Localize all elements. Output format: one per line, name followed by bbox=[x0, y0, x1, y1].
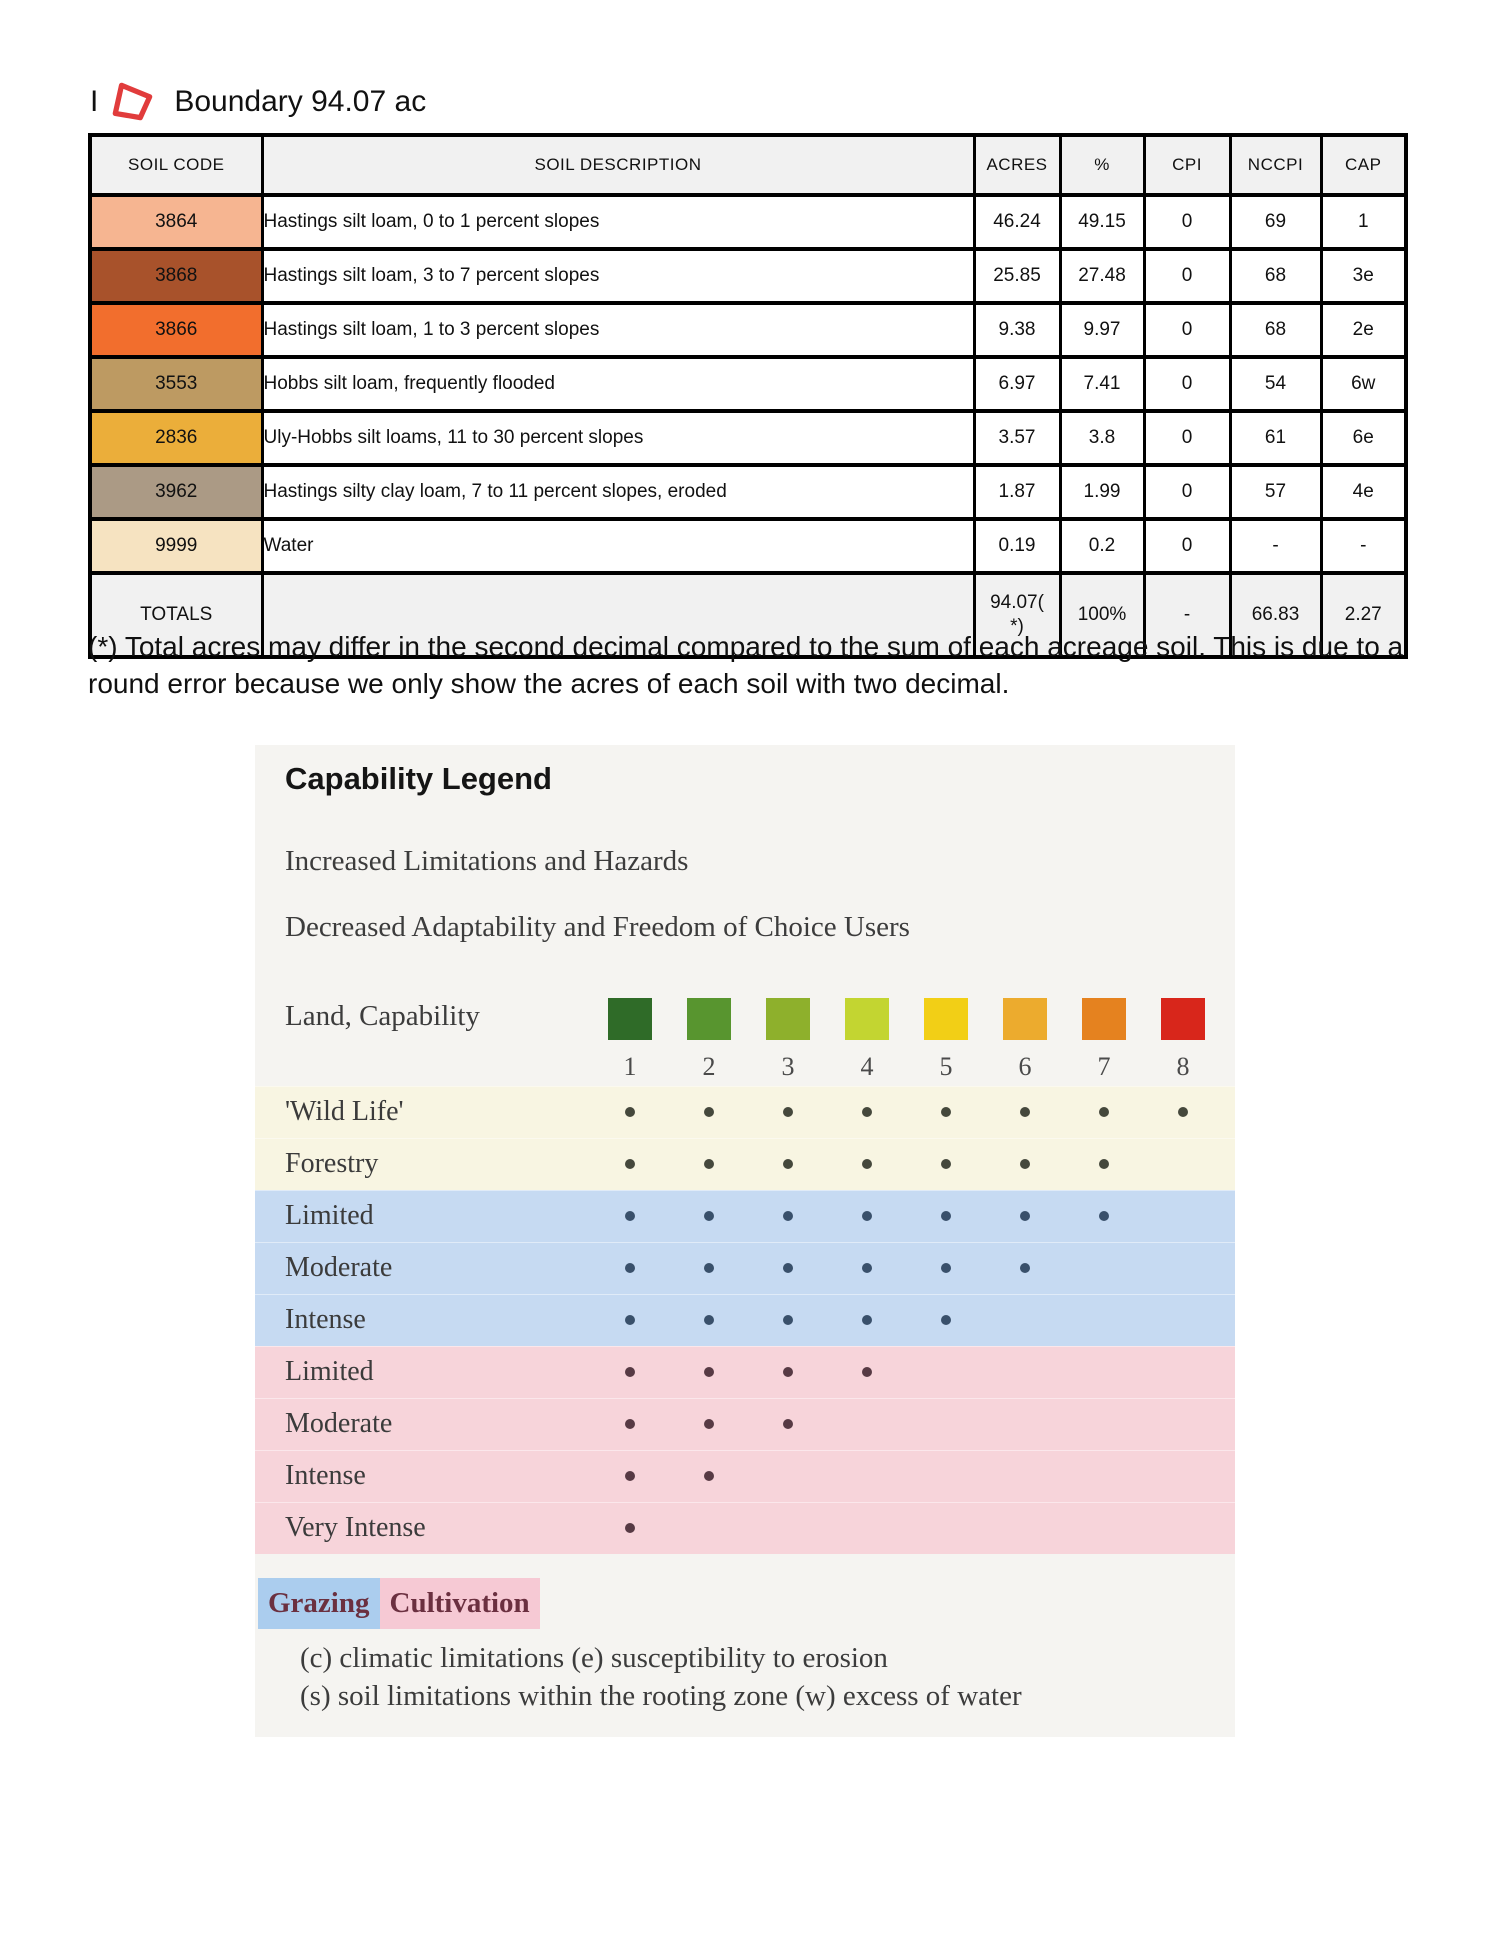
table-row bbox=[90, 195, 1406, 249]
boundary-title: Boundary 94.07 ac bbox=[174, 85, 427, 118]
capability-dot bbox=[783, 1211, 793, 1221]
soil-description-cell: Uly-Hobbs silt loams, 11 to 30 percent slopes bbox=[262, 411, 974, 465]
col-header-soil-description: SOIL DESCRIPTION bbox=[262, 135, 974, 195]
legend-scale-label: Land, Capability bbox=[285, 1000, 480, 1032]
legend-row-forestry bbox=[255, 1138, 1235, 1190]
capability-dot bbox=[704, 1419, 714, 1429]
legend-row-label: 'Wild Life' bbox=[285, 1096, 404, 1127]
swatch-color-3 bbox=[766, 998, 810, 1040]
legend-row-label: Forestry bbox=[285, 1148, 379, 1179]
table-row bbox=[90, 249, 1406, 303]
swatch-number-1: 1 bbox=[623, 1052, 637, 1081]
swatch-number-4: 4 bbox=[860, 1052, 874, 1081]
capability-dot bbox=[704, 1471, 714, 1481]
soil-code-cell: 3868 bbox=[90, 249, 262, 303]
capability-swatch-1 bbox=[608, 998, 652, 1082]
soil-description-cell: Hobbs silt loam, frequently flooded bbox=[262, 357, 974, 411]
capability-dot bbox=[783, 1419, 793, 1429]
percent-cell: 9.97 bbox=[1060, 303, 1144, 357]
nccpi-cell: - bbox=[1230, 519, 1321, 573]
soil-description-cell: Hastings silty clay loam, 7 to 11 percent slopes, eroded bbox=[262, 465, 974, 519]
soil-description-cell: Hastings silt loam, 1 to 3 percent slopes bbox=[262, 303, 974, 357]
legend-row-cultivation-very-intense bbox=[255, 1502, 1235, 1554]
capability-dot bbox=[1099, 1211, 1109, 1221]
cpi-cell: 0 bbox=[1144, 195, 1230, 249]
capability-dot bbox=[625, 1471, 635, 1481]
legend-footer-tags bbox=[258, 1578, 540, 1629]
capability-dot bbox=[862, 1159, 872, 1169]
legend-row-cultivation-moderate bbox=[255, 1398, 1235, 1450]
totals-label: TOTALS bbox=[90, 573, 262, 657]
cpi-cell: 0 bbox=[1144, 465, 1230, 519]
nccpi-cell: 68 bbox=[1230, 303, 1321, 357]
capability-swatch-3 bbox=[766, 998, 810, 1082]
capability-dot bbox=[704, 1211, 714, 1221]
swatch-color-1 bbox=[608, 998, 652, 1040]
cpi-cell: 0 bbox=[1144, 411, 1230, 465]
acres-cell: 6.97 bbox=[974, 357, 1060, 411]
capability-swatch-5 bbox=[924, 998, 968, 1082]
legend-row-label: Very Intense bbox=[285, 1512, 426, 1543]
capability-dot bbox=[1020, 1263, 1030, 1273]
soil-table-header-row bbox=[90, 135, 1406, 195]
capability-dot bbox=[1178, 1107, 1188, 1117]
capability-dot bbox=[941, 1315, 951, 1325]
capability-dot bbox=[941, 1211, 951, 1221]
capability-dot bbox=[625, 1107, 635, 1117]
totals-cap-cell: 2.27 bbox=[1321, 573, 1406, 657]
soil-description-cell: Water bbox=[262, 519, 974, 573]
totals-percent-cell: 100% bbox=[1060, 573, 1144, 657]
swatch-number-6: 6 bbox=[1018, 1052, 1032, 1081]
legend-row-label: Limited bbox=[285, 1356, 374, 1387]
capability-dot bbox=[783, 1315, 793, 1325]
grazing-tag: Grazing bbox=[258, 1578, 380, 1629]
legend-row-grazing-intense bbox=[255, 1294, 1235, 1346]
capability-dot bbox=[625, 1159, 635, 1169]
boundary-polygon-icon bbox=[108, 80, 158, 124]
acres-cell: 9.38 bbox=[974, 303, 1060, 357]
table-row bbox=[90, 519, 1406, 573]
swatch-number-5: 5 bbox=[939, 1052, 953, 1081]
percent-cell: 7.41 bbox=[1060, 357, 1144, 411]
table-row bbox=[90, 303, 1406, 357]
swatch-number-7: 7 bbox=[1097, 1052, 1111, 1081]
capability-dot bbox=[783, 1263, 793, 1273]
percent-cell: 3.8 bbox=[1060, 411, 1144, 465]
capability-swatch-8 bbox=[1161, 998, 1205, 1082]
swatch-color-4 bbox=[845, 998, 889, 1040]
cpi-cell: 0 bbox=[1144, 357, 1230, 411]
capability-dot bbox=[783, 1107, 793, 1117]
legend-note-soil-water: (s) soil limitations within the rooting zone (w) excess of water bbox=[300, 1680, 1022, 1712]
nccpi-cell: 57 bbox=[1230, 465, 1321, 519]
swatch-color-6 bbox=[1003, 998, 1047, 1040]
capability-dot bbox=[862, 1315, 872, 1325]
swatch-color-7 bbox=[1082, 998, 1126, 1040]
percent-cell: 1.99 bbox=[1060, 465, 1144, 519]
capability-dot bbox=[625, 1263, 635, 1273]
col-header-acres: ACRES bbox=[974, 135, 1060, 195]
swatch-color-2 bbox=[687, 998, 731, 1040]
cpi-cell: 0 bbox=[1144, 519, 1230, 573]
legend-row-label: Intense bbox=[285, 1304, 366, 1335]
col-header-cpi: CPI bbox=[1144, 135, 1230, 195]
cap-cell: 6e bbox=[1321, 411, 1406, 465]
capability-dot bbox=[783, 1159, 793, 1169]
legend-row-label: Moderate bbox=[285, 1408, 393, 1439]
swatch-color-8 bbox=[1161, 998, 1205, 1040]
cpi-cell: 0 bbox=[1144, 303, 1230, 357]
capability-dot bbox=[1020, 1211, 1030, 1221]
legend-row-grazing-limited bbox=[255, 1190, 1235, 1242]
legend-row-label: Intense bbox=[285, 1460, 366, 1491]
legend-line-increased: Increased Limitations and Hazards bbox=[285, 845, 689, 877]
cap-cell: 4e bbox=[1321, 465, 1406, 519]
cap-cell: 6w bbox=[1321, 357, 1406, 411]
acres-cell: 46.24 bbox=[974, 195, 1060, 249]
nccpi-cell: 69 bbox=[1230, 195, 1321, 249]
legend-line-decreased: Decreased Adaptability and Freedom of Choice Users bbox=[285, 911, 910, 943]
percent-cell: 27.48 bbox=[1060, 249, 1144, 303]
capability-swatch-7 bbox=[1082, 998, 1126, 1082]
totals-acres-line2: *) bbox=[1010, 616, 1024, 637]
col-header-soil-code: SOIL CODE bbox=[90, 135, 262, 195]
cap-cell: - bbox=[1321, 519, 1406, 573]
capability-dot bbox=[1020, 1159, 1030, 1169]
capability-dot bbox=[704, 1367, 714, 1377]
acres-cell: 0.19 bbox=[974, 519, 1060, 573]
soil-description-cell: Hastings silt loam, 0 to 1 percent slopes bbox=[262, 195, 974, 249]
capability-dot bbox=[625, 1523, 635, 1533]
capability-swatch-4 bbox=[845, 998, 889, 1082]
soil-table bbox=[88, 133, 1408, 659]
swatch-number-8: 8 bbox=[1176, 1052, 1190, 1081]
capability-swatch-2 bbox=[687, 998, 731, 1082]
capability-dot bbox=[704, 1263, 714, 1273]
capability-dot bbox=[862, 1211, 872, 1221]
percent-cell: 49.15 bbox=[1060, 195, 1144, 249]
soil-code-cell: 3962 bbox=[90, 465, 262, 519]
capability-dot bbox=[862, 1263, 872, 1273]
col-header-percent: % bbox=[1060, 135, 1144, 195]
cultivation-tag: Cultivation bbox=[380, 1578, 540, 1629]
totals-acres-line1: 94.07( bbox=[990, 592, 1044, 613]
swatch-color-5 bbox=[924, 998, 968, 1040]
acres-cell: 1.87 bbox=[974, 465, 1060, 519]
capability-dot bbox=[625, 1211, 635, 1221]
nccpi-cell: 61 bbox=[1230, 411, 1321, 465]
capability-dot bbox=[704, 1315, 714, 1325]
capability-dot bbox=[783, 1367, 793, 1377]
col-header-nccpi: NCCPI bbox=[1230, 135, 1321, 195]
capability-dot bbox=[941, 1263, 951, 1273]
percent-cell: 0.2 bbox=[1060, 519, 1144, 573]
capability-dot bbox=[941, 1159, 951, 1169]
totals-nccpi-cell: 66.83 bbox=[1230, 573, 1321, 657]
capability-dot bbox=[704, 1159, 714, 1169]
totals-cpi-cell: - bbox=[1144, 573, 1230, 657]
soil-code-cell: 3866 bbox=[90, 303, 262, 357]
capability-dot bbox=[1099, 1159, 1109, 1169]
capability-dot bbox=[704, 1107, 714, 1117]
soil-code-cell: 3553 bbox=[90, 357, 262, 411]
capability-dot bbox=[625, 1367, 635, 1377]
boundary-header bbox=[90, 80, 426, 124]
acres-cell: 3.57 bbox=[974, 411, 1060, 465]
legend-row-label: Moderate bbox=[285, 1252, 393, 1283]
table-row bbox=[90, 411, 1406, 465]
cap-cell: 1 bbox=[1321, 195, 1406, 249]
acres-cell: 25.85 bbox=[974, 249, 1060, 303]
capability-legend-panel bbox=[255, 745, 1235, 1737]
legend-row-label: Limited bbox=[285, 1200, 374, 1231]
nccpi-cell: 54 bbox=[1230, 357, 1321, 411]
legend-row-wildlife bbox=[255, 1086, 1235, 1138]
table-row bbox=[90, 465, 1406, 519]
capability-swatch-6 bbox=[1003, 998, 1047, 1082]
capability-dot bbox=[625, 1419, 635, 1429]
legend-row-cultivation-intense bbox=[255, 1450, 1235, 1502]
legend-note-climatic-erosion: (c) climatic limitations (e) susceptibility to erosion bbox=[300, 1642, 888, 1674]
boundary-prefix: I bbox=[90, 85, 99, 118]
capability-dot bbox=[1099, 1107, 1109, 1117]
soil-code-cell: 9999 bbox=[90, 519, 262, 573]
legend-row-grazing-moderate bbox=[255, 1242, 1235, 1294]
cap-cell: 3e bbox=[1321, 249, 1406, 303]
cpi-cell: 0 bbox=[1144, 249, 1230, 303]
soil-description-cell: Hastings silt loam, 3 to 7 percent slopes bbox=[262, 249, 974, 303]
soil-code-cell: 3864 bbox=[90, 195, 262, 249]
capability-dot bbox=[941, 1107, 951, 1117]
col-header-cap: CAP bbox=[1321, 135, 1406, 195]
table-footnote: (*) Total acres may differ in the second decimal compared to the sum of each acreage soil. This is due to a round error because we only show the acres of each soil with two decimal. bbox=[88, 631, 1404, 699]
capability-dot bbox=[1020, 1107, 1030, 1117]
table-row bbox=[90, 357, 1406, 411]
capability-dot bbox=[862, 1367, 872, 1377]
capability-dot bbox=[862, 1107, 872, 1117]
legend-title: Capability Legend bbox=[285, 761, 552, 796]
cap-cell: 2e bbox=[1321, 303, 1406, 357]
swatch-number-2: 2 bbox=[702, 1052, 716, 1081]
soil-code-cell: 2836 bbox=[90, 411, 262, 465]
swatch-number-3: 3 bbox=[781, 1052, 795, 1081]
nccpi-cell: 68 bbox=[1230, 249, 1321, 303]
capability-dot bbox=[625, 1315, 635, 1325]
legend-row-cultivation-limited bbox=[255, 1346, 1235, 1398]
